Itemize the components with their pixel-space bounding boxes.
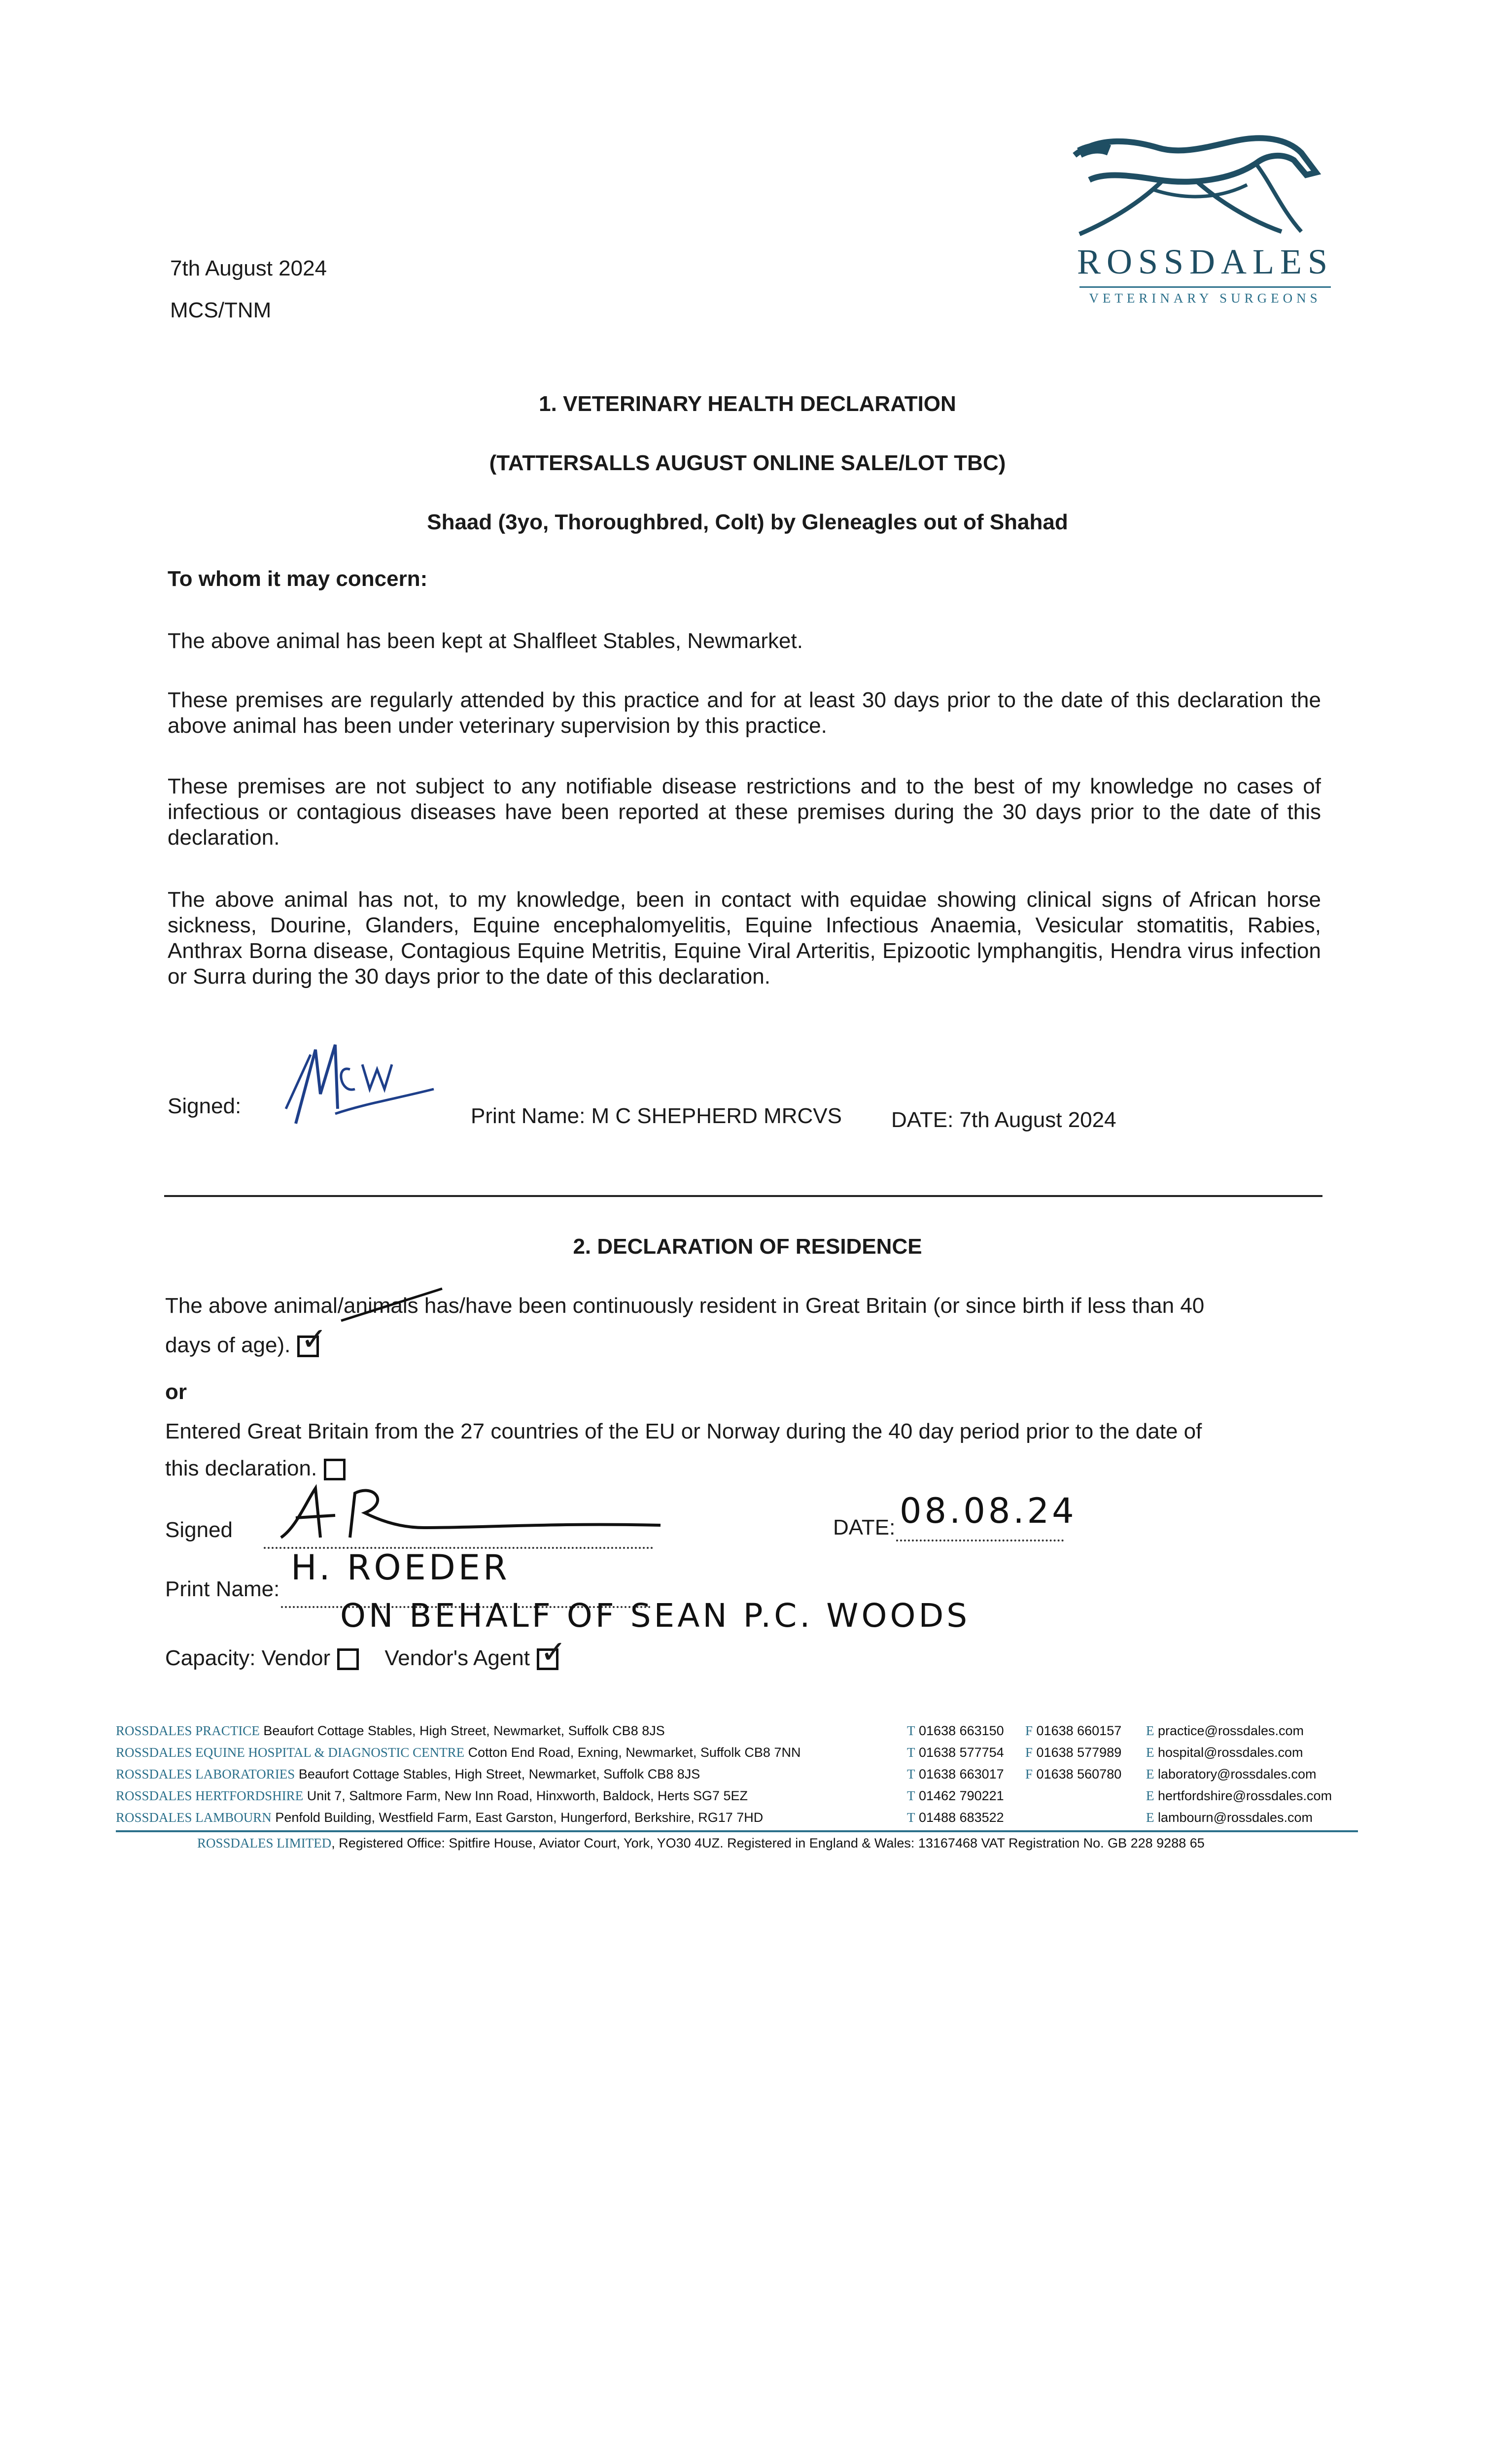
vet-signature-mark xyxy=(276,1035,444,1133)
fax-prefix: F xyxy=(1025,1767,1033,1781)
footer-phone-value: 01462 790221 xyxy=(919,1788,1004,1803)
logo xyxy=(1070,126,1341,306)
footer-branch-address: Cotton End Road, Exning, Newmarket, Suffolk CB8 7NN xyxy=(468,1745,801,1760)
paragraph-contact: The above animal has not, to my knowledge, been in contact with equidae showing clinical signs of African horse sickness, Dourine, Glanders, Equine encephalomyelitis, Equine Infectious Anaemia, Vesicular stomatitis, Rabies, Anthrax Borna disease, Contagious Equine Metritis, Equine Viral Arteritis, Epizootic lymphangitis, Hendra virus infection or Surra during the 30 days prior to the date of this declaration. xyxy=(168,888,1321,989)
footer-fax xyxy=(1025,1763,1121,1785)
footer-phone-value: 01638 663017 xyxy=(919,1767,1004,1781)
owner-signature xyxy=(276,1483,670,1547)
footer-phone xyxy=(907,1763,1004,1785)
phone-prefix: T xyxy=(907,1745,915,1760)
footer-branch-address: Beaufort Cottage Stables, High Street, Newmarket, Suffolk CB8 8JS xyxy=(263,1723,665,1738)
footer-phone-value: 01638 577754 xyxy=(919,1745,1004,1760)
section1-heading: 1. VETERINARY HEALTH DECLARATION xyxy=(539,392,956,416)
footer-email-value: lambourn@rossdales.com xyxy=(1158,1810,1313,1825)
phone-prefix: T xyxy=(907,1767,915,1781)
footer-limited-name: ROSSDALES LIMITED xyxy=(197,1836,332,1850)
section2-heading: 2. DECLARATION OF RESIDENCE xyxy=(573,1234,922,1259)
vet-date: DATE: 7th August 2024 xyxy=(891,1108,1116,1132)
phone-prefix: T xyxy=(907,1810,915,1825)
agent-checkbox[interactable] xyxy=(537,1634,567,1671)
footer-phone xyxy=(907,1742,1004,1763)
footer-branch-name: ROSSDALES EQUINE HOSPITAL & DIAGNOSTIC CENTRE xyxy=(116,1745,465,1760)
paragraph-kept: The above animal has been kept at Shalfleet Stables, Newmarket. xyxy=(168,629,803,653)
owner-print-label: Print Name: xyxy=(165,1577,280,1601)
resident-statement xyxy=(165,1294,1204,1318)
footer-branch-name: ROSSDALES LABORATORIES xyxy=(116,1767,295,1781)
owner-signature-mark xyxy=(276,1483,670,1547)
footer-row xyxy=(116,1742,1358,1763)
entered-line2-text: this declaration. xyxy=(165,1456,317,1480)
footer xyxy=(116,1720,1358,1854)
footer-phone xyxy=(907,1785,1004,1807)
owner-print-value: H. ROEDER xyxy=(291,1547,510,1588)
fax-prefix: F xyxy=(1025,1745,1033,1760)
email-prefix: E xyxy=(1146,1810,1154,1825)
paragraph-restrictions: These premises are not subject to any notifiable disease restrictions and to the best of my knowledge no cases of infectious or contagious diseases have been reported at these premises during the 30 days prior to the date of this declaration. xyxy=(168,774,1321,850)
footer-branch-name: ROSSDALES HERTFORDSHIRE xyxy=(116,1788,304,1803)
footer-email[interactable] xyxy=(1146,1720,1304,1742)
footer-row xyxy=(116,1785,1358,1807)
footer-branch-address: Beaufort Cottage Stables, High Street, Newmarket, Suffolk CB8 8JS xyxy=(298,1767,700,1781)
horse-description: Shaad (3yo, Thoroughbred, Colt) by Gleneagles out of Shahad xyxy=(427,510,1068,534)
horse-logo-icon xyxy=(1070,126,1341,244)
footer-email[interactable] xyxy=(1146,1763,1317,1785)
owner-date-dots xyxy=(896,1535,1064,1544)
footer-row xyxy=(116,1807,1358,1828)
footer-branch-address: Unit 7, Saltmore Farm, New Inn Road, Hinxworth, Baldock, Herts SG7 5EZ xyxy=(307,1788,748,1803)
owner-date-label: DATE: xyxy=(833,1515,896,1540)
footer-row xyxy=(116,1763,1358,1785)
entered-checkbox[interactable] xyxy=(324,1459,346,1480)
resident-text-a: The above animal/ xyxy=(165,1294,344,1318)
owner-signed-label: Signed xyxy=(165,1518,233,1542)
phone-prefix: T xyxy=(907,1723,915,1738)
owner-date-value: 08.08.24 xyxy=(900,1491,1077,1531)
footer-email-value: laboratory@rossdales.com xyxy=(1158,1767,1317,1781)
strike-mark xyxy=(339,1284,447,1328)
section1-subheading: (TATTERSALLS AUGUST ONLINE SALE/LOT TBC) xyxy=(489,451,1006,475)
paragraph-supervision: These premises are regularly attended by this practice and for at least 30 days prior to the date of this declaration the above animal has been under veterinary supervision by this practice. xyxy=(168,688,1321,738)
logo-subtitle: VETERINARY SURGEONS xyxy=(1089,291,1321,306)
footer-phone xyxy=(907,1720,1004,1742)
resident-checkbox[interactable] xyxy=(297,1321,327,1358)
logo-rule xyxy=(1079,286,1331,288)
footer-branch-name: ROSSDALES PRACTICE xyxy=(116,1723,260,1738)
fax-prefix: F xyxy=(1025,1723,1033,1738)
owner-behalf: ON BEHALF OF SEAN P.C. WOODS xyxy=(340,1597,971,1635)
agent-label: Vendor's Agent xyxy=(384,1646,530,1670)
phone-prefix: T xyxy=(907,1788,915,1803)
section-divider xyxy=(164,1195,1322,1197)
vendor-checkbox[interactable] xyxy=(337,1648,359,1670)
email-prefix: E xyxy=(1146,1745,1154,1760)
logo-name: ROSSDALES xyxy=(1077,242,1334,281)
agent-check-icon: ✓ xyxy=(540,1634,567,1671)
email-prefix: E xyxy=(1146,1767,1154,1781)
signed-label: Signed: xyxy=(168,1094,242,1118)
footer-phone-value: 01638 663150 xyxy=(919,1723,1004,1738)
footer-fax-value: 01638 660157 xyxy=(1036,1723,1122,1738)
resident-line2 xyxy=(165,1321,327,1358)
capacity-row xyxy=(165,1634,567,1671)
footer-fax-value: 01638 577989 xyxy=(1036,1745,1122,1760)
footer-fax xyxy=(1025,1742,1121,1763)
footer-branch-address: Penfold Building, Westfield Farm, East Garston, Hungerford, Berkshire, RG17 7HD xyxy=(275,1810,764,1825)
resident-line2-text: days of age). xyxy=(165,1333,291,1357)
vet-print-name: Print Name: M C SHEPHERD MRCVS xyxy=(471,1104,842,1128)
resident-text-b: has/have been continuously resident in Great Britain (or since birth if less than 40 xyxy=(418,1294,1205,1318)
footer-limited xyxy=(116,1832,1358,1854)
salutation: To whom it may concern: xyxy=(168,567,428,591)
letter-reference: MCS/TNM xyxy=(170,298,272,322)
footer-rows xyxy=(116,1720,1358,1828)
footer-email-value: practice@rossdales.com xyxy=(1158,1723,1304,1738)
footer-email[interactable] xyxy=(1146,1742,1303,1763)
entered-line2 xyxy=(165,1456,346,1481)
footer-phone-value: 01488 683522 xyxy=(919,1810,1004,1825)
struck-animals-text: animals xyxy=(344,1294,418,1318)
entered-line1: Entered Great Britain from the 27 countries of the EU or Norway during the 40 day period prior to the date of xyxy=(165,1419,1202,1443)
capacity-label: Capacity: Vendor xyxy=(165,1646,331,1670)
vet-signature xyxy=(276,1035,444,1133)
footer-fax-value: 01638 560780 xyxy=(1036,1767,1122,1781)
footer-phone xyxy=(907,1807,1004,1828)
email-prefix: E xyxy=(1146,1788,1154,1803)
struck-animals xyxy=(344,1294,418,1318)
footer-email[interactable] xyxy=(1146,1807,1313,1828)
footer-row xyxy=(116,1720,1358,1742)
email-prefix: E xyxy=(1146,1723,1154,1738)
or-separator: or xyxy=(165,1380,187,1404)
footer-email[interactable] xyxy=(1146,1785,1332,1807)
resident-check-icon: ✓ xyxy=(301,1321,327,1358)
footer-fax xyxy=(1025,1720,1121,1742)
footer-branch-name: ROSSDALES LAMBOURN xyxy=(116,1810,272,1825)
footer-email-value: hospital@rossdales.com xyxy=(1158,1745,1303,1760)
letter-date: 7th August 2024 xyxy=(170,256,327,280)
footer-email-value: hertfordshire@rossdales.com xyxy=(1158,1788,1332,1803)
footer-limited-text: , Registered Office: Spitfire House, Aviator Court, York, YO30 4UZ. Registered in England & Wales: 13167468 VAT Registration No. GB 228 9288 65 xyxy=(331,1836,1205,1850)
owner-date-dotline xyxy=(896,1540,1064,1541)
